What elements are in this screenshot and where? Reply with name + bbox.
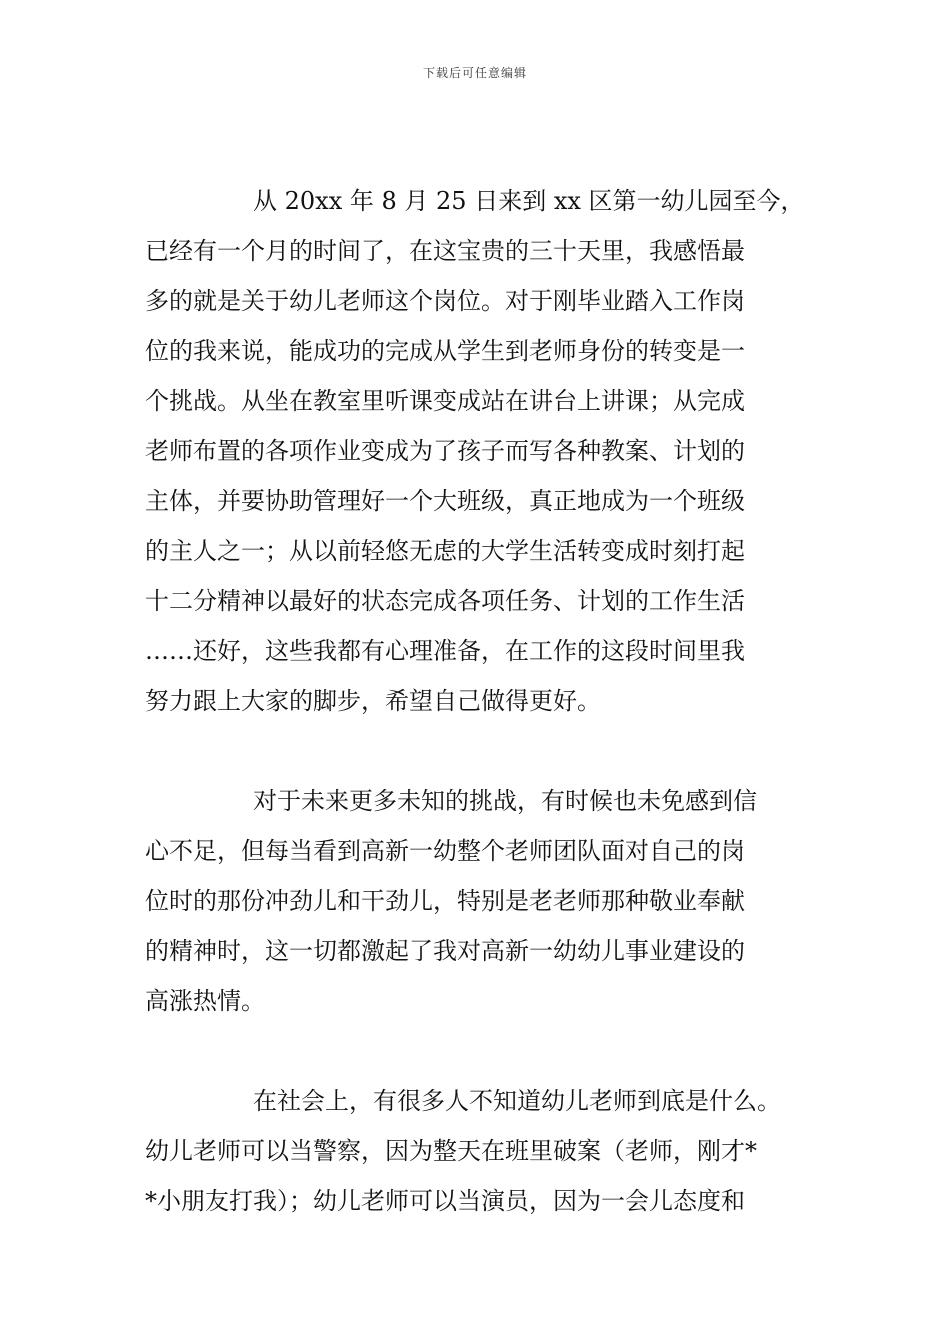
document-body [145, 176, 815, 1226]
text-line: 努力跟上大家的脚步，希望自己做得更好。 [145, 687, 601, 715]
text-line: 的精神时，这一切都激起了我对高新一幼幼儿事业建设的 [145, 937, 745, 965]
text-line: *小朋友打我）；幼儿老师可以当演员，因为一会儿态度和 [145, 1187, 745, 1215]
text-line: 主体，并要协助管理好一个大班级，真正地成为一个班级 [145, 487, 745, 515]
text-line: 老师布置的各项作业变成为了孩子而写各种教案、计划的 [145, 437, 745, 465]
text-line: 已经有一个月的时间了，在这宝贵的三十天里，我感悟最 [145, 237, 745, 265]
page-header: 下载后可任意编辑 [422, 66, 527, 80]
paragraph-gap [145, 726, 815, 776]
text-line: 心不足，但每当看到高新一幼整个老师团队面对自己的岗 [145, 837, 745, 865]
text-line: 位时的那份冲劲儿和干劲儿，特别是老老师那种敬业奉献 [145, 887, 745, 915]
text-line: 位的我来说，能成功的完成从学生到老师身份的转变是一 [145, 337, 745, 365]
text-line: 从 20xx 年 8 月 25 日来到 xx 区第一幼儿园至今， [253, 187, 805, 215]
text-line: 对于未来更多未知的挑战，有时候也未免感到信 [253, 787, 757, 815]
text-line: 幼儿老师可以当警察，因为整天在班里破案（老师，刚才* [145, 1137, 757, 1165]
paragraph-gap [145, 1026, 815, 1076]
text-line: 在社会上，有很多人不知道幼儿老师到底是什么。 [253, 1087, 781, 1115]
text-line: 个挑战。从坐在教室里听课变成站在讲台上讲课；从完成 [145, 387, 745, 415]
paragraph-2 [145, 776, 815, 1026]
paragraph-1 [145, 176, 815, 726]
text-line: 高涨热情。 [145, 987, 265, 1015]
text-line: 十二分精神以最好的状态完成各项任务、计划的工作生活 [145, 587, 745, 615]
text-line: 多的就是关于幼儿老师这个岗位。对于刚毕业踏入工作岗 [145, 287, 745, 315]
paragraph-3 [145, 1076, 815, 1226]
text-line: ……还好，这些我都有心理准备，在工作的这段时间里我 [145, 637, 745, 665]
text-line: 的主人之一；从以前轻悠无虑的大学生活转变成时刻打起 [145, 537, 745, 565]
